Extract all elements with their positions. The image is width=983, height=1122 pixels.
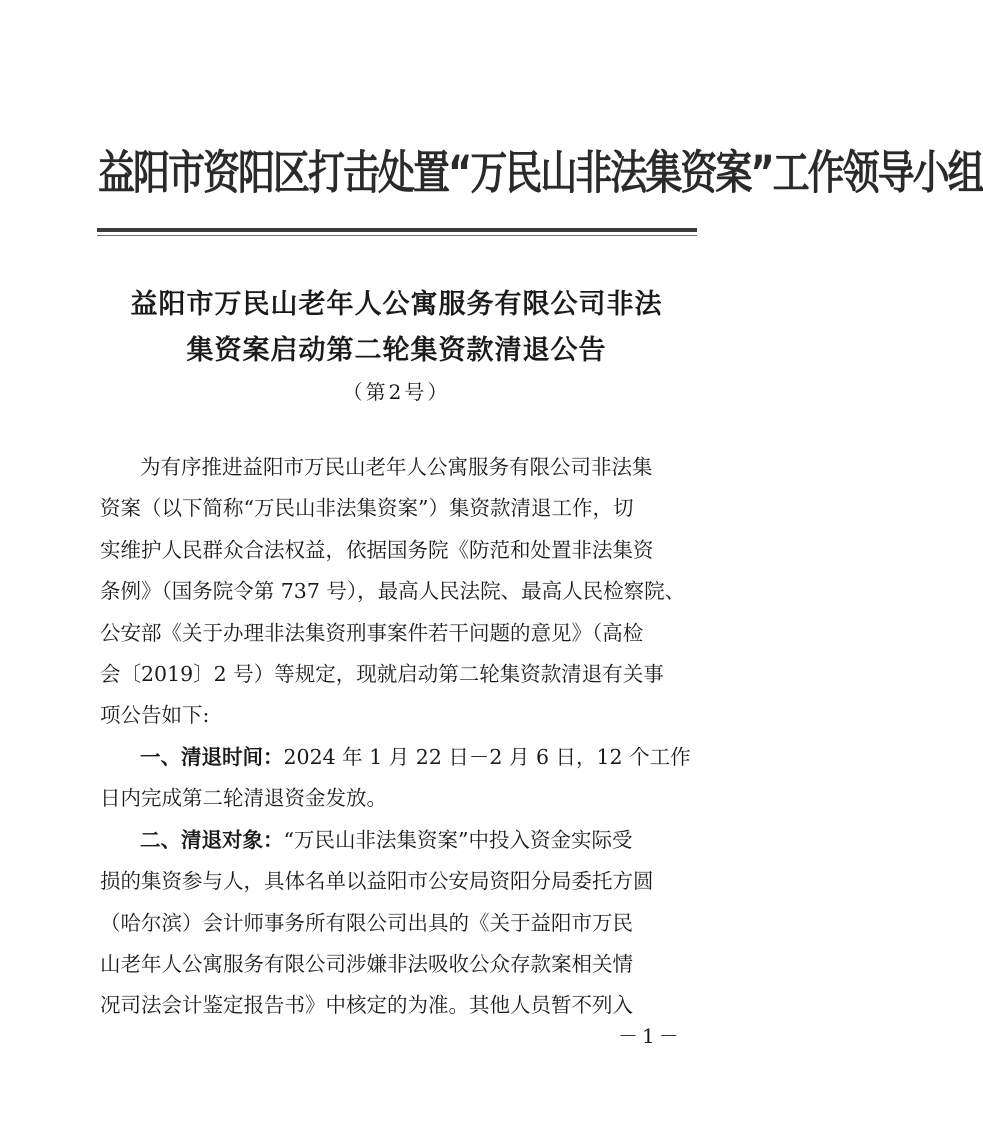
notice-title-line-2: 集资案启动第二轮集资款清退公告 bbox=[186, 335, 607, 366]
paragraph-line: 条例》（国务院令第 737 号），最高人民法院、最高人民检察院、 bbox=[100, 579, 686, 603]
masthead-rule-thick bbox=[97, 228, 697, 232]
masthead-title: 益阳市资阳区打击处置“万民山非法集资案”工作领导小组 bbox=[98, 146, 983, 200]
paragraph-line: 为有序推进益阳市万民山老年人公寓服务有限公司非法集 bbox=[140, 455, 653, 479]
item-2-heading: 二、清退对象： bbox=[140, 828, 284, 852]
notice-title-line-1: 益阳市万民山老年人公寓服务有限公司非法 bbox=[130, 289, 663, 320]
masthead-rule-thin bbox=[97, 235, 697, 236]
item-2-text: “万民山非法集资案”中投入资金实际受 bbox=[283, 828, 633, 852]
paragraph-line: 况司法会计鉴定报告书》中核定的为准。其他人员暂不列入 bbox=[100, 993, 633, 1017]
paragraph-line: 公安部《关于办理非法集资刑事案件若干问题的意见》（高检 bbox=[100, 621, 644, 645]
paragraph-line: 日内完成第二轮清退资金发放。 bbox=[100, 786, 387, 810]
notice-number: （第2号） bbox=[342, 380, 451, 404]
paragraph-line: 实维护人民群众合法权益，依据国务院《防范和处置非法集资 bbox=[100, 538, 654, 562]
item-1-heading: 一、清退时间： bbox=[140, 745, 284, 769]
paragraph-line: 损的集资参与人，具体名单以益阳市公安局资阳分局委托方圆 bbox=[100, 869, 654, 893]
paragraph-line: 项公告如下: bbox=[100, 703, 210, 727]
page-number: －1－ bbox=[618, 1024, 683, 1048]
paragraph-line: 会〔2019〕2 号）等规定，现就启动第二轮集资款清退有关事 bbox=[100, 662, 664, 686]
paragraph-line: 山老年人公寓服务有限公司涉嫌非法吸收公众存款案相关情 bbox=[100, 952, 633, 976]
item-1-line bbox=[140, 739, 720, 775]
paragraph-line: （哈尔滨）会计师事务所有限公司出具的《关于益阳市万民 bbox=[100, 911, 633, 935]
item-2-line bbox=[140, 822, 720, 858]
paragraph-line: 资案（以下简称“万民山非法集资案”）集资款清退工作，切 bbox=[100, 496, 634, 520]
item-1-text: 2024 年 1 月 22 日－2 月 6 日，12 个工作 bbox=[283, 745, 691, 769]
